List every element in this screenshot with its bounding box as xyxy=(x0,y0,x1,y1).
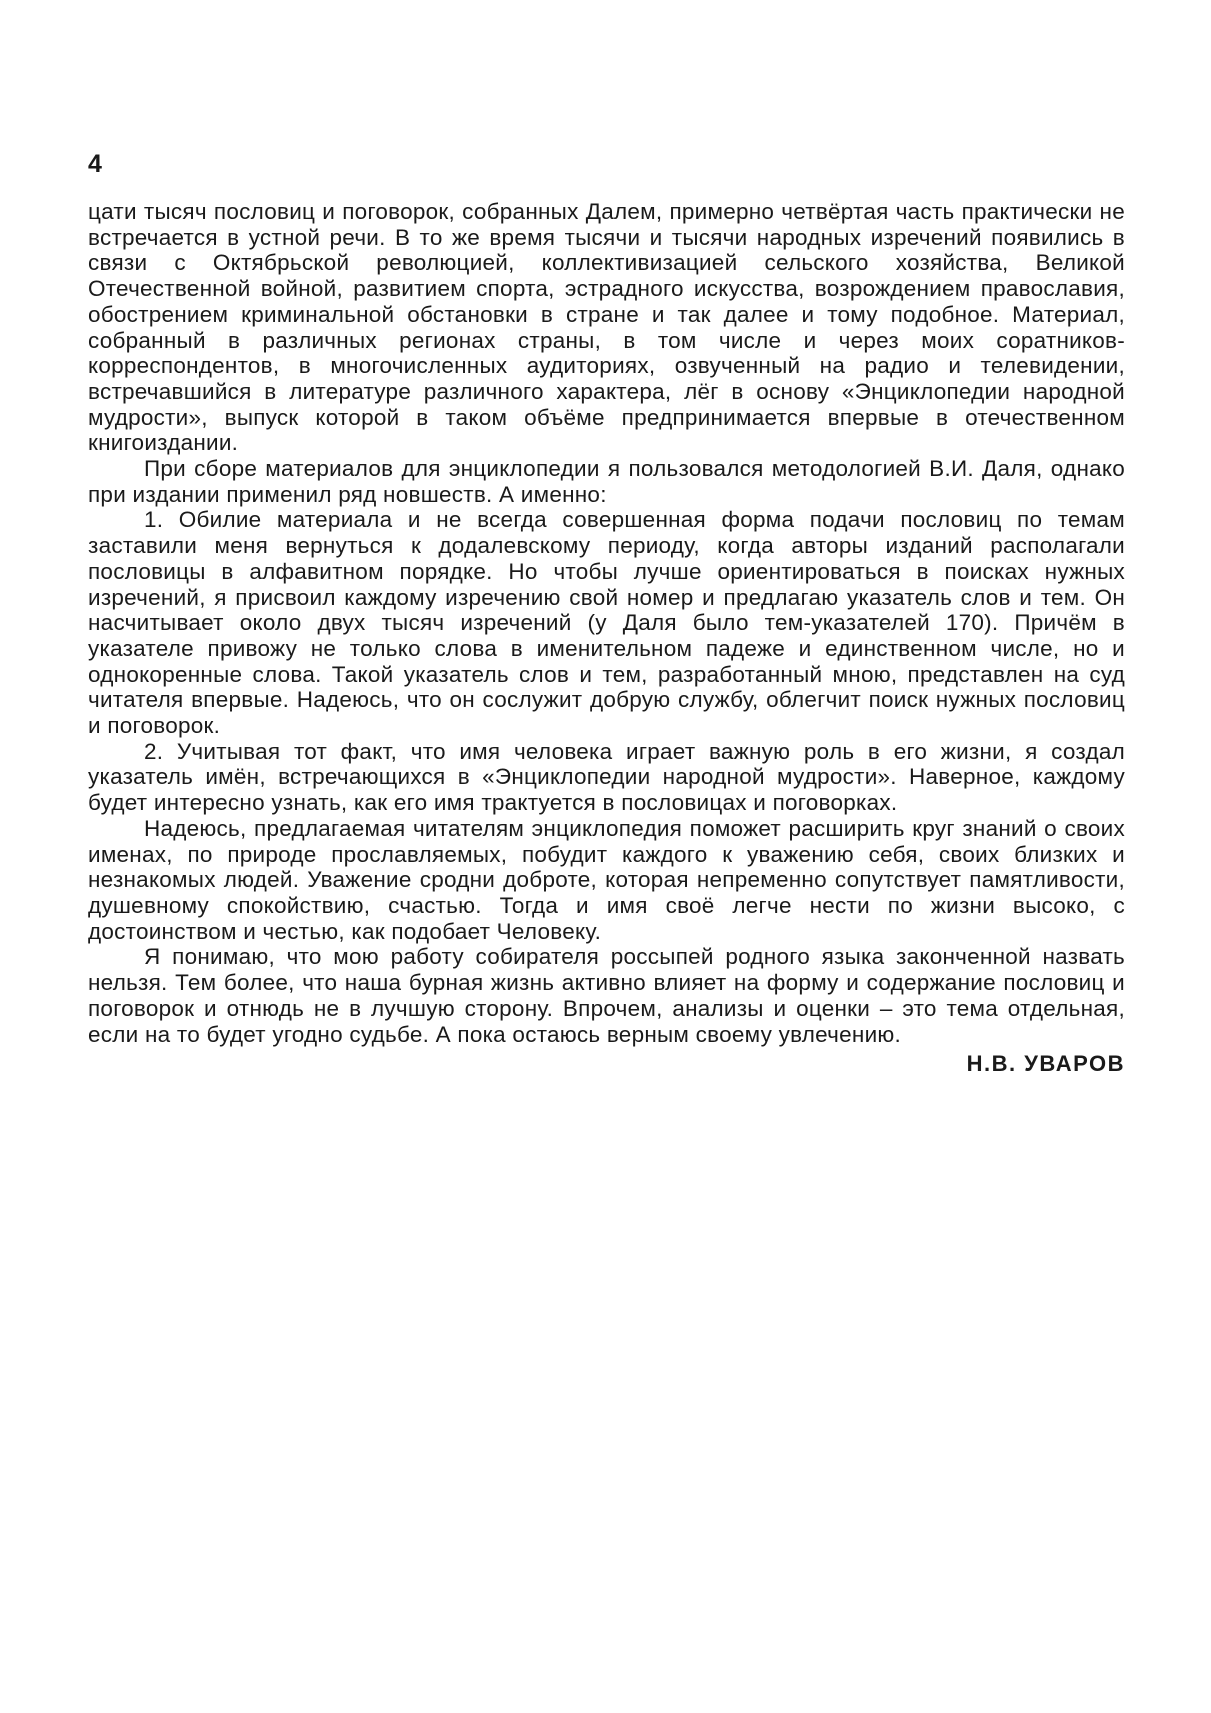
paragraph-list-item: 2. Учитывая тот факт, что имя человека играет важную роль в его жизни, я создал указатель имён, встречающихся в «Энциклопедии народной мудрости». Наверное, каждому будет интересно узнать, как его имя трактуется в пословицах и поговорках. xyxy=(88,738,1125,816)
body-text xyxy=(88,199,1125,1047)
page-number: 4 xyxy=(88,150,102,178)
paragraph-continued: цати тысяч пословиц и поговорок, собранных Далем, примерно четвёртая часть практически не встречается в устной речи. В то же время тысячи и тысячи народных изречений появились в связи с Октябрьской революцией, коллективизацией сельского хозяйства, Великой Отечественной войной, развитием спорта, эстрадного искусства, возрождением православия, обострением криминальной обстановки в стране и так далее и тому подобное. Материал, собранный в различных регионах страны, в том числе и через моих соратников-корреспондентов, в многочисленных аудиториях, озвученный на радио и телевидении, встречавшийся в литературе различного характера, лёг в основу «Энциклопедии народной мудрости», выпуск которой в таком объёме предпринимается впервые в отечественном книгоиздании. xyxy=(88,199,1125,456)
paragraph: При сборе материалов для энциклопедии я пользовался методологией В.И. Даля, однако при издании применил ряд новшеств. А именно: xyxy=(88,456,1125,507)
author-signature: Н.В. УВАРОВ xyxy=(966,1051,1125,1076)
paragraph-list-item: 1. Обилие материала и не всегда совершенная форма подачи пословиц по темам заставили меня вернуться к додалевскому периоду, когда авторы изданий располагали пословицы в алфавитном порядке. Но чтобы лучше ориентироваться в поисках нужных изречений, я присвоил каждому изречению свой номер и предлагаю указатель слов и тем. Он насчитывает около двух тысяч изречений (у Даля было тем-указателей 170). Причём в указателе привожу не только слова в именительном падеже и единственном числе, но и однокоренные слова. Такой указатель слов и тем, разработанный мною, представлен на суд читателя впервые. Надеюсь, что он сослужит добрую службу, облегчит поиск нужных пословиц и поговорок. xyxy=(88,507,1125,739)
paragraph: Я понимаю, что мою работу собирателя россыпей родного языка законченной назвать нельзя. Тем более, что наша бурная жизнь активно влияет на форму и содержание пословиц и поговорок и отнюдь не в лучшую сторону. Впрочем, анализы и оценки – это тема отдельная, если на то будет угодно судьбе. А пока остаюсь верным своему увлечению. xyxy=(88,944,1125,1047)
paragraph: Надеюсь, предлагаемая читателям энциклопедия поможет расширить круг знаний о своих именах, по природе прославляемых, побудит каждого к уважению себя, своих близких и незнакомых людей. Уважение сродни доброте, которая непременно сопутствует памятливости, душевному спокойствию, счастью. Тогда и имя своё легче нести по жизни высоко, с достоинством и честью, как подобает Человеку. xyxy=(88,815,1125,944)
